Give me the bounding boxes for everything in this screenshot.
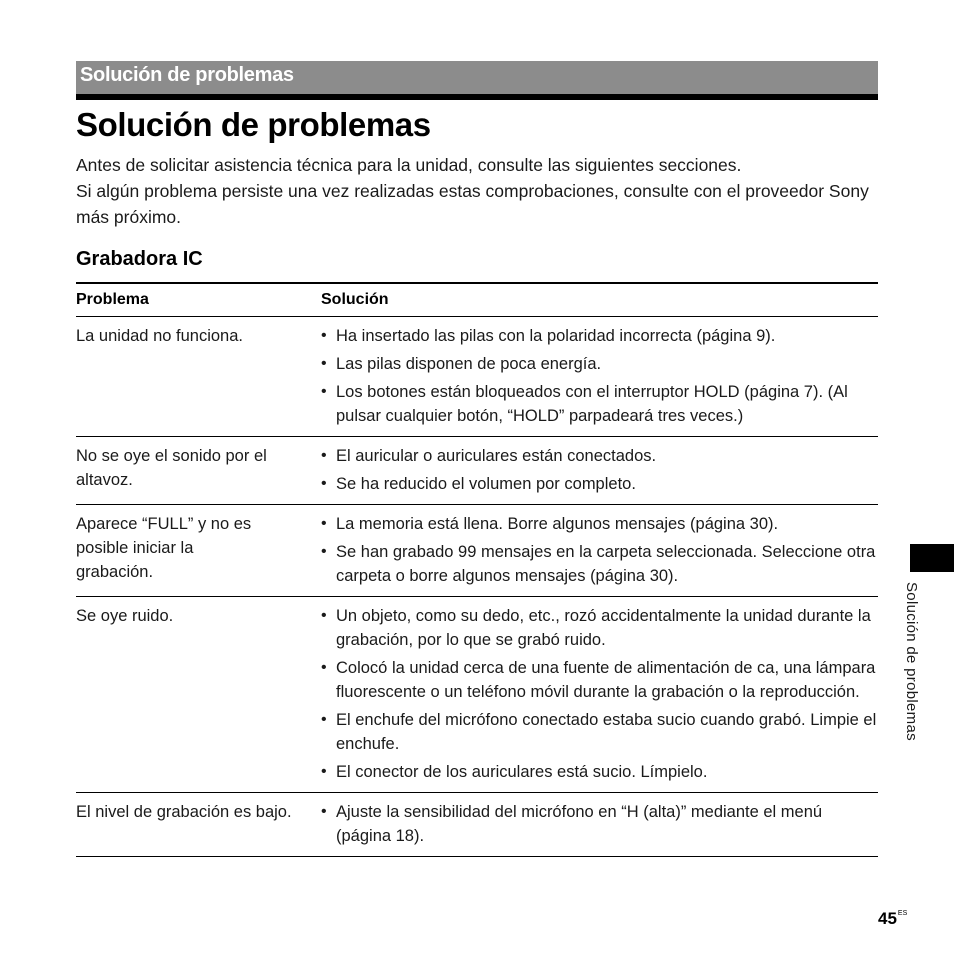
solution-cell xyxy=(321,512,878,588)
solution-item: • El conector de los auriculares está sucio. Límpielo. xyxy=(321,760,878,784)
page-title: Solución de problemas xyxy=(76,106,431,143)
problem-cell: El nivel de grabación es bajo. xyxy=(76,803,292,821)
solution-cell xyxy=(321,800,878,848)
problem-cell: La unidad no funciona. xyxy=(76,327,243,345)
subheading-grabadora: Grabadora IC xyxy=(76,248,203,270)
solution-item: • Ha insertado las pilas con la polaridad incorrecta (página 9). xyxy=(321,324,878,348)
solution-item: • Ajuste la sensibilidad del micrófono en “H (alta)” mediante el menú (página 18). xyxy=(321,800,878,848)
solution-item: • La memoria está llena. Borre algunos mensajes (página 30). xyxy=(321,512,878,536)
solution-item: • El auricular o auriculares están conectados. xyxy=(321,444,878,468)
table-row xyxy=(76,597,878,793)
section-header-label: Solución de problemas xyxy=(80,64,294,86)
solution-item: • Se ha reducido el volumen por completo. xyxy=(321,472,878,496)
chapter-tab-marker xyxy=(910,544,954,572)
side-chapter-label: Solución de problemas xyxy=(903,582,920,741)
solution-cell xyxy=(321,604,878,784)
table-row xyxy=(76,505,878,597)
column-header-problem: Problema xyxy=(76,291,149,308)
solution-item: • El enchufe del micrófono conectado estaba sucio cuando grabó. Limpie el enchufe. xyxy=(321,708,878,756)
solution-item: • Se han grabado 99 mensajes en la carpeta seleccionada. Seleccione otra carpeta o borre algunos mensajes (página 30). xyxy=(321,540,878,588)
problem-cell: No se oye el sonido por el altavoz. xyxy=(76,447,267,489)
problem-cell: Aparece “FULL” y no es posible iniciar la grabación. xyxy=(76,515,252,581)
problem-cell: Se oye ruido. xyxy=(76,607,174,625)
solution-cell xyxy=(321,444,878,496)
solution-item: • Un objeto, como su dedo, etc., rozó accidentalmente la unidad durante la grabación, por lo que se grabó ruido. xyxy=(321,604,878,652)
solution-item: • Las pilas disponen de poca energía. xyxy=(321,352,878,376)
intro-line-2: Si algún problema persiste una vez realizadas estas comprobaciones, consulte con el proveedor Sony más próximo. xyxy=(76,181,869,227)
intro-line-1: Antes de solicitar asistencia técnica para la unidad, consulte las siguientes secciones. xyxy=(76,155,742,175)
page-lang-code: ES xyxy=(897,910,908,917)
column-header-solution: Solución xyxy=(321,291,389,308)
solution-cell xyxy=(321,324,878,428)
page-number-value: 45 xyxy=(878,909,897,928)
table-row xyxy=(76,793,878,857)
table-header xyxy=(76,284,878,317)
table-row xyxy=(76,437,878,505)
solution-item: • Colocó la unidad cerca de una fuente de alimentación de ca, una lámpara fluorescente o un teléfono móvil durante la grabación o la reproducción. xyxy=(321,656,878,704)
section-header-bar xyxy=(76,61,878,100)
table-row xyxy=(76,317,878,437)
page-number xyxy=(878,909,907,929)
solution-item: • Los botones están bloqueados con el interruptor HOLD (página 7). (Al pulsar cualquier botón, “HOLD” parpadeará tres veces.) xyxy=(321,380,878,428)
troubleshooting-table xyxy=(76,282,878,857)
intro-text xyxy=(76,152,876,230)
